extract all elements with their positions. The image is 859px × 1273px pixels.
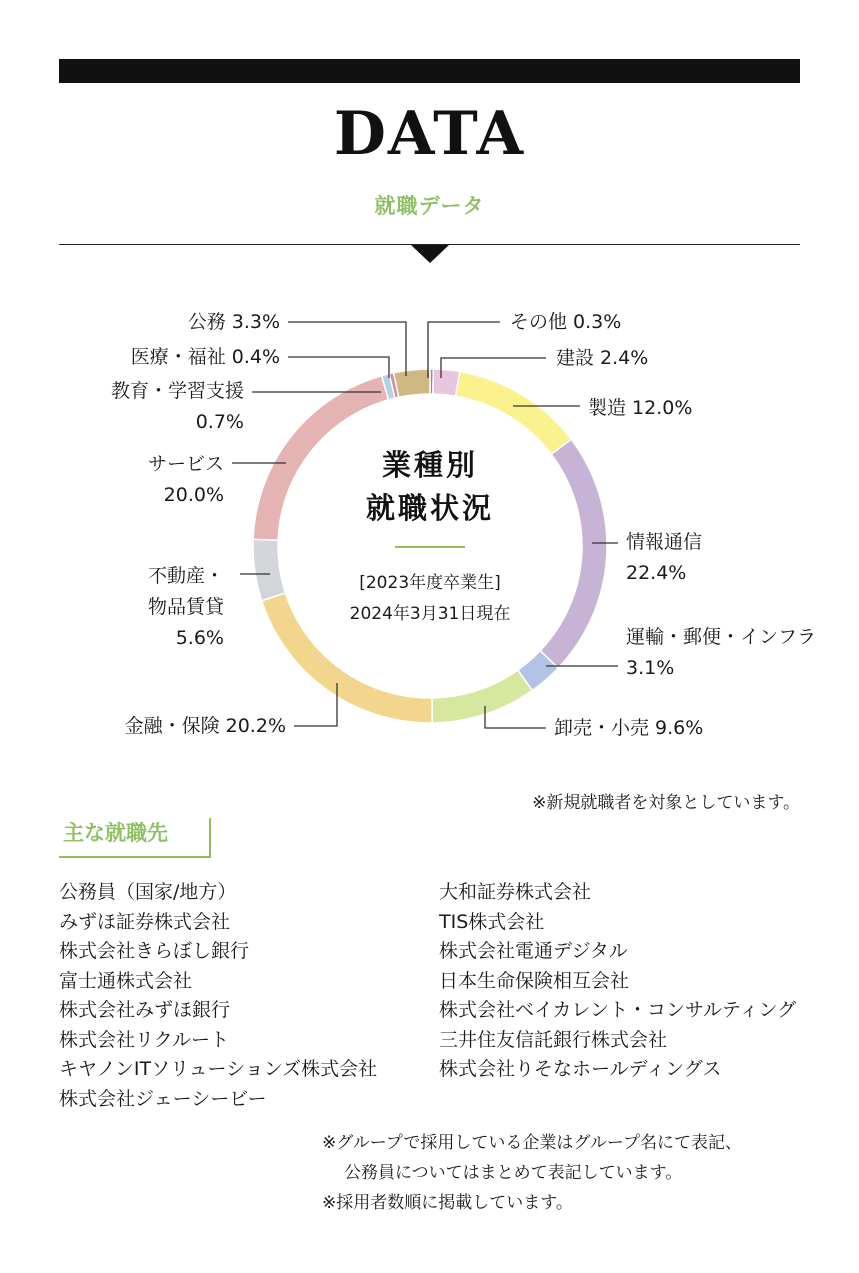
slice-label: 22.4% bbox=[626, 562, 687, 584]
employer-item: 株式会社ベイカレント・コンサルティング bbox=[439, 999, 797, 1021]
slice-label: 5.6% bbox=[175, 627, 224, 649]
employer-item: 富士通株式会社 bbox=[59, 969, 193, 992]
employer-item: 日本生命保険相互会社 bbox=[439, 969, 630, 992]
slice-label: 運輸・郵便・インフラ bbox=[626, 626, 817, 648]
slice-label: 製造 12.0% bbox=[588, 397, 693, 419]
employer-item: 株式会社りそなホールディングス bbox=[439, 1058, 722, 1080]
donut-slice bbox=[432, 670, 532, 723]
slice-label: 不動産・ bbox=[147, 565, 224, 587]
employer-item: 三井住友信託銀行株式会社 bbox=[439, 1028, 668, 1051]
slice-label: 金融・保険 20.2% bbox=[124, 715, 286, 737]
employer-item: 大和証券株式会社 bbox=[439, 881, 592, 903]
slice-label: 公務 3.3% bbox=[187, 311, 280, 333]
chart-center-year: [2023年度卒業生] bbox=[359, 573, 501, 593]
top-bar bbox=[59, 59, 800, 83]
chart-center-title-1: 業種別 bbox=[381, 448, 479, 482]
slice-label: 医療・福祉 0.4% bbox=[130, 346, 280, 368]
slice-label: 物品賃貸 bbox=[147, 596, 224, 618]
chart-center-title-2: 就職状況 bbox=[365, 491, 495, 525]
footnotes bbox=[322, 1128, 742, 1218]
page-title: DATA bbox=[333, 99, 526, 169]
chart-center-date: 2024年3月31日現在 bbox=[349, 604, 511, 624]
employer-item: みずほ証券株式会社 bbox=[59, 910, 231, 933]
employers-list-left bbox=[59, 878, 377, 1114]
slice-label: 3.1% bbox=[626, 657, 675, 679]
footnote-3: ※採用者数順に掲載しています。 bbox=[322, 1193, 573, 1213]
employer-item: 株式会社みずほ銀行 bbox=[59, 999, 231, 1021]
leader-line bbox=[288, 322, 406, 376]
donut-slice bbox=[456, 372, 572, 455]
employer-item: キヤノンITソリューションズ株式会社 bbox=[59, 1058, 378, 1080]
slice-label: 卸売・小売 9.6% bbox=[554, 717, 704, 739]
employer-item: TIS株式会社 bbox=[439, 910, 545, 933]
employers-list-right bbox=[439, 878, 796, 1085]
employer-item: 株式会社リクルート bbox=[59, 1028, 230, 1051]
donut-slice bbox=[540, 439, 607, 668]
donut-slice bbox=[394, 369, 430, 397]
employer-item: 株式会社きらぼし銀行 bbox=[59, 940, 250, 962]
footnote-1: ※グループで採用している企業はグループ名にて表記、 bbox=[322, 1133, 743, 1153]
donut-slice bbox=[253, 539, 285, 600]
footnote-2: 公務員についてはまとめて表記しています。 bbox=[344, 1163, 683, 1183]
slice-label: 0.7% bbox=[195, 411, 244, 433]
employer-item: 株式会社ジェーシービー bbox=[59, 1087, 267, 1110]
employer-item: 公務員（国家/地方） bbox=[59, 881, 237, 903]
slice-label: 教育・学習支援 bbox=[110, 380, 244, 402]
slice-label: サービス bbox=[147, 453, 224, 475]
employer-item: 株式会社電通デジタル bbox=[439, 940, 628, 962]
slice-label: その他 0.3% bbox=[510, 311, 622, 333]
employers-heading: 主な就職先 bbox=[59, 818, 211, 858]
new-graduates-note: ※新規就職者を対象としています。 bbox=[532, 793, 800, 813]
leader-line bbox=[288, 357, 389, 378]
slice-label: 情報通信 bbox=[626, 531, 703, 553]
page-subtitle: 就職データ bbox=[374, 194, 485, 218]
slice-label: 建設 2.4% bbox=[556, 347, 649, 369]
slice-label: 20.0% bbox=[163, 484, 224, 506]
donut-chart bbox=[0, 260, 859, 770]
